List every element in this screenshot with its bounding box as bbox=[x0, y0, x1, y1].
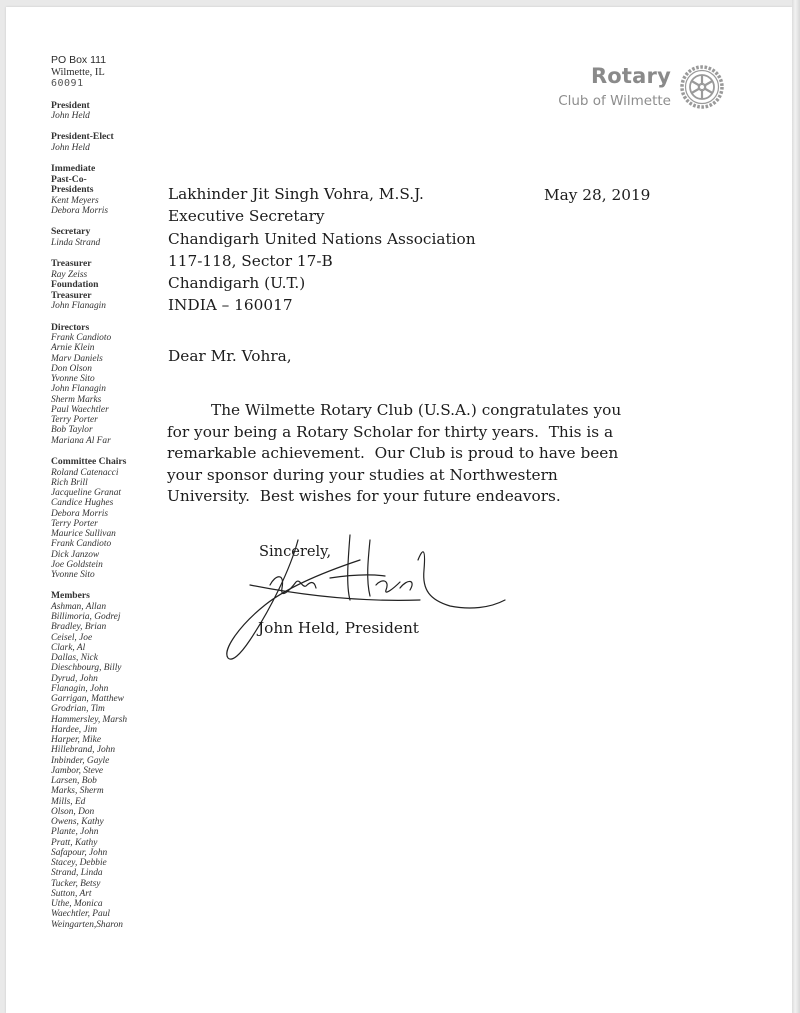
list-item: Yvonne Sito bbox=[51, 374, 95, 385]
section-president-elect bbox=[51, 132, 151, 153]
list-item: Harper, Mike bbox=[51, 735, 101, 746]
letter-date: May 28, 2019 bbox=[544, 186, 651, 204]
list-item: Sherm Marks bbox=[51, 394, 102, 405]
address-zip: 60091 bbox=[51, 78, 84, 89]
section-title: President-Elect bbox=[51, 131, 114, 143]
list-item: Weingarten,Sharon bbox=[51, 919, 123, 930]
list-item: Ceisel, Joe bbox=[51, 632, 93, 643]
officer-name: John Held bbox=[51, 111, 90, 122]
list-item: Joe Goldstein bbox=[51, 559, 103, 570]
section-treasurer bbox=[51, 259, 151, 311]
list-item: Bob Taylor bbox=[51, 425, 93, 436]
list-item: Paul Waechtler bbox=[51, 404, 109, 415]
recipient-title: Executive Secretary bbox=[168, 207, 325, 226]
list-item: John Flanagin bbox=[51, 384, 106, 395]
list-item: Grodrian, Tim bbox=[51, 704, 105, 715]
salutation: Dear Mr. Vohra, bbox=[168, 347, 292, 365]
list-item: Garrigan, Matthew bbox=[51, 694, 124, 705]
list-item: Maurice Sullivan bbox=[51, 529, 116, 540]
list-item: Tucker, Betsy bbox=[51, 878, 101, 889]
address-line-1: PO Box 111 bbox=[51, 54, 107, 66]
list-item: Clark, Al bbox=[51, 642, 86, 653]
list-item: Jacqueline Granat bbox=[51, 488, 122, 499]
list-item: Sutton, Art bbox=[51, 888, 92, 899]
members-list bbox=[51, 602, 151, 930]
list-item: Mariana Al Far bbox=[51, 435, 111, 446]
section-title: Committee Chairs bbox=[51, 455, 127, 467]
section-secretary bbox=[51, 227, 151, 248]
list-item: Arnie Klein bbox=[51, 343, 95, 354]
officer-name: Linda Strand bbox=[51, 238, 101, 249]
section-past-presidents bbox=[51, 164, 151, 216]
closing: Sincerely, bbox=[259, 543, 332, 560]
officer-name: John Held bbox=[51, 142, 90, 153]
list-item: Dick Janzow bbox=[51, 549, 100, 560]
list-item: Ashman, Allan bbox=[51, 601, 107, 612]
recipient-city: Chandigarh (U.T.) bbox=[168, 274, 306, 293]
list-item: Hammersley, Marsh bbox=[51, 714, 128, 725]
rotary-logo bbox=[540, 62, 730, 122]
handwritten-signature bbox=[210, 530, 510, 670]
body-line: University. Best wishes for your future endeavors. bbox=[167, 487, 561, 505]
directors-list bbox=[51, 333, 151, 446]
list-item: Roland Catenacci bbox=[51, 467, 119, 478]
recipient-country: INDIA – 160017 bbox=[168, 296, 293, 315]
list-item: Stacey, Debbie bbox=[51, 858, 107, 869]
body-line: remarkable achievement. Our Club is proud to have been bbox=[167, 444, 619, 462]
recipient-address bbox=[168, 183, 688, 317]
list-item: Safapour, John bbox=[51, 847, 108, 858]
list-item: Olson, Don bbox=[51, 806, 95, 817]
body-line: your sponsor during your studies at Northwestern bbox=[167, 465, 558, 484]
list-item: Dyrud, John bbox=[51, 673, 98, 684]
section-title: Members bbox=[51, 590, 90, 602]
list-item: Plante, John bbox=[51, 827, 99, 838]
list-item: Yvonne Sito bbox=[51, 570, 95, 581]
page-edge-shadow bbox=[792, 0, 800, 1013]
body-line: for your being a Rotary Scholar for thirty years. This is a bbox=[167, 422, 614, 441]
list-item: Mills, Ed bbox=[51, 796, 86, 807]
list-item: Hillebrand, John bbox=[51, 745, 116, 756]
list-item: Strand, Linda bbox=[51, 868, 103, 879]
section-title: Foundation bbox=[51, 279, 99, 291]
officer-name: John Flanagin bbox=[51, 301, 106, 312]
list-item: Rich Brill bbox=[51, 477, 88, 488]
list-item: Flanagin, John bbox=[51, 683, 109, 694]
list-item: Hardee, Jim bbox=[51, 724, 97, 735]
list-item: Uthe, Monica bbox=[51, 899, 103, 910]
rotary-wheel-icon bbox=[677, 62, 727, 112]
list-item: Terry Porter bbox=[51, 415, 98, 426]
section-directors bbox=[51, 323, 151, 446]
committee-chairs-list bbox=[51, 468, 151, 581]
section-title: Secretary bbox=[51, 226, 91, 238]
section-committee-chairs bbox=[51, 457, 151, 580]
list-item: Jambor, Steve bbox=[51, 765, 104, 776]
section-members bbox=[51, 591, 151, 930]
list-item: Marks, Sherm bbox=[51, 786, 104, 797]
recipient-street: 117-118, Sector 17-B bbox=[168, 251, 333, 270]
section-title: Treasurer bbox=[51, 289, 92, 301]
section-title: Immediate bbox=[51, 163, 96, 175]
list-item: Larsen, Bob bbox=[51, 776, 97, 787]
section-title: Directors bbox=[51, 321, 90, 333]
section-title: Treasurer bbox=[51, 258, 92, 270]
list-item: Frank Candioto bbox=[51, 333, 112, 344]
officer-name: Kent Meyers bbox=[51, 195, 99, 206]
list-item: Owens, Kathy bbox=[51, 817, 104, 828]
officer-name: Ray Zeiss bbox=[51, 269, 88, 280]
recipient-name: Lakhinder Jit Singh Vohra, M.S.J. bbox=[168, 185, 424, 203]
list-item: Don Olson bbox=[51, 363, 92, 374]
list-item: Dieschbourg, Billy bbox=[51, 663, 122, 674]
section-title: Past-Co- bbox=[51, 173, 87, 185]
list-item: Waechtler, Paul bbox=[51, 909, 111, 920]
list-item: Dallas, Nick bbox=[51, 653, 98, 664]
list-item: Bradley, Brian bbox=[51, 622, 107, 633]
section-title: Presidents bbox=[51, 184, 94, 196]
section-president bbox=[51, 101, 151, 122]
officer-name: Debora Morris bbox=[51, 206, 109, 217]
recipient-organization: Chandigarh United Nations Association bbox=[168, 229, 476, 248]
club-address bbox=[51, 55, 151, 90]
list-item: Frank Candioto bbox=[51, 539, 112, 550]
logo-subtitle: Club of Wilmette bbox=[558, 93, 671, 109]
address-line-2: Wilmette, IL bbox=[51, 66, 105, 78]
list-item: Marv Daniels bbox=[51, 353, 103, 364]
letterhead-sidebar bbox=[51, 55, 151, 930]
signer-name-title: John Held, President bbox=[258, 619, 419, 637]
body-line: The Wilmette Rotary Club (U.S.A.) congratulates you bbox=[211, 401, 622, 419]
list-item: Terry Porter bbox=[51, 518, 98, 529]
letter-body bbox=[167, 400, 707, 508]
section-title: President bbox=[51, 99, 90, 111]
list-item: Debora Morris bbox=[51, 508, 109, 519]
list-item: Candice Hughes bbox=[51, 498, 114, 509]
logo-wordmark: Rotary bbox=[590, 64, 671, 88]
list-item: Inbinder, Gayle bbox=[51, 755, 110, 766]
list-item: Pratt, Kathy bbox=[51, 837, 98, 848]
list-item: Billimoria, Godrej bbox=[51, 612, 121, 623]
